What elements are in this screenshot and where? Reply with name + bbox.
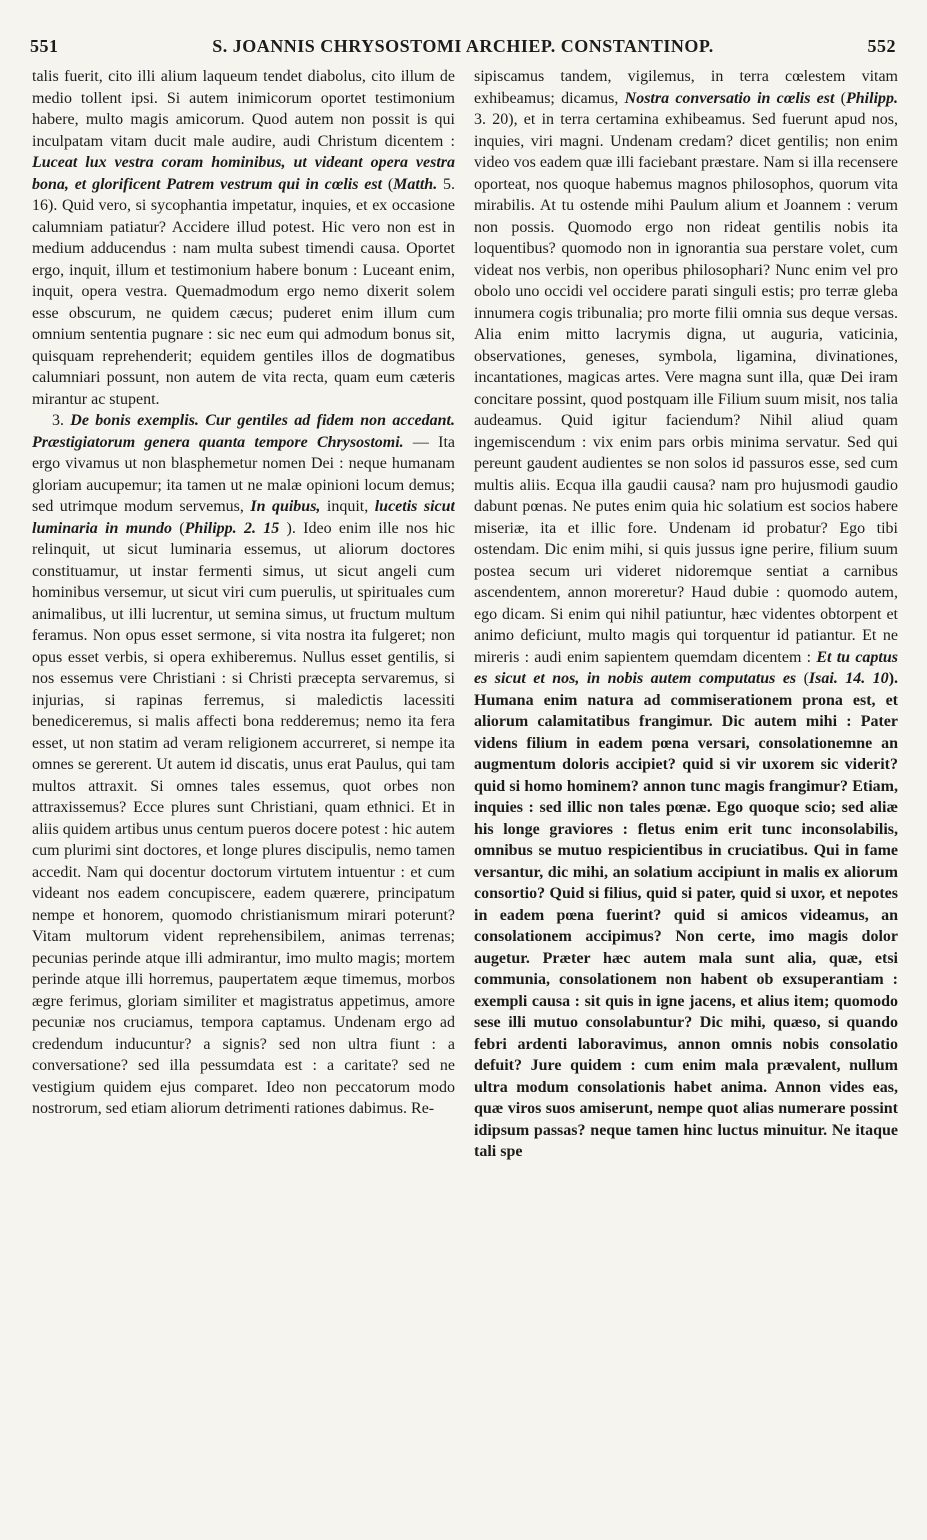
body-text: talis fuerit, cito illi alium laqueum tendet diabolus, cito illum de medio tollent ipsi. Si autem inimicorum oportet testimonium habere, multo magis amicorum. Quod autem non possit is qui inculpatam vitam ducit male audire, audi Christum dicentem : <box>32 68 455 150</box>
body-text: ( <box>172 519 185 537</box>
scripture-quote: Nostra conversatio in cœlis est <box>624 89 835 107</box>
body-text: — Ita ergo vivamus ut non blasphemetur nomen Dei : neque humanam gloriam aucupemur; ita tamen ut ne malæ opinioni locum demus; sed utrimque modum servemus, <box>32 433 455 515</box>
scripture-quote: Et tu captus es sicut et nos, in nobis autem computatus es <box>474 648 898 687</box>
scripture-quote: Luceat lux vestra coram hominibus, ut videant opera vestra bona, et glorificent Patrem vestrum qui in cœlis est <box>32 154 455 193</box>
body-text: ( <box>796 670 809 687</box>
page-number-right: 552 <box>867 36 896 56</box>
page-number-left: 551 <box>30 36 59 56</box>
scripture-reference: Isai. 14. 10 <box>808 670 889 687</box>
scripture-reference: 3. 20 <box>474 111 509 128</box>
body-text: ). Quid vero, si sycophantia impetatur, inquies, et ex occasione calumniam patiatur? Accidere illud potest. Hic vero non est in medium adducendus : nam multa subest timendi causa. Oportet ergo, inquit, illum et testimonium habere bonum : Luceant enim, inquit, opera vestra. Quemadmodum ergo nemo dixerit solem esse obscurum, ne quidem cæcus; puderet enim illum cum omnium sententia pugnare : sic nec eum qui admodum bonus sit, quisquam reprehenderit; equidem gentiles illos de dogmatibus calumniari possunt, non autem de vita recta, quam eum cæteris mirantur ac stupent. <box>32 197 455 408</box>
body-text: ( <box>834 89 846 107</box>
scripture-reference: 5. 16 <box>32 175 455 214</box>
right-column <box>474 66 898 1466</box>
scripture-reference: Philipp. 2. 15 <box>184 519 280 537</box>
body-text: sipiscamus tandem, vigilemus, in terra cœlestem vitam exhibeamus; dicamus, <box>474 68 898 107</box>
body-text: ), et in terra certamina exhibeamus. Sed fuerunt apud nos, inquies, viri magni. Undenam credam? dicet gentilis; non enim video vos eadem quæ illi faciebant præstare. Nam si illa recensere oporteat, nos quoque habemus magnos philosophos, quorum vita mirabilis. At tu ostende mihi Paulum alium et Joannem : verum non possis. Quomodo ergo non rideat gentilis nobis ita loquentibus? quomodo non in ignorantia sua perstare volet, cum videat nos verbis, non operibus philosophari? Nunc enim vel pro obolo uno occidi vel occidere parati singuli estis; pro terræ gleba innumera cogis tribunalia; pro morte filii omnia sus deque versas. Alia enim mitto lacrymis digna, ut auguria, vaticinia, observationes, geneses, symbola, ligamina, divinationes, incantationes, magicas artes. Vere magna sunt illa, quæ Dei iram concitare possint, quod postquam ille Filium suum misit, nos talia audeamus. Quid igitur faciendum? Nihil aliud quam ingemiscendum : vix enim pars orbis minima servatur. Sed qui pereunt gaudent audientes se non solos id passuros esse, sed cum multis aliis. Ecqua illa gaudii causa? nam pro hujusmodi gaudio dabunt pœnas. Ne putes enim quia hic solatium est socios habere miseriæ, ita et illic fore. Undenam id probatur? Ego tibi ostendam. Dic enim mihi, si quis jussus igne perire, filium suum postea secum uri videret nidoremque sentiat a carnibus ascendentem, annon moreretur? Haud dubie : quomodo autem, ego dicam. Si enim qui nihil patiuntur, hæc videntes obtorpent et animo deficiunt, multo magis qui torquentur id patiantur. Et ne mireris : audi enim sapientem quemdam dicentem : <box>474 111 898 666</box>
section-number: 3. <box>52 412 64 429</box>
paragraph <box>32 410 455 1120</box>
scripture-quote: In quibus, <box>250 498 321 515</box>
section-heading: De bonis exemplis. Cur gentiles ad fidem non accedant. Præstigiatorum genera quanta tempore Chrysostomi. <box>32 412 455 451</box>
body-text: inquit, <box>320 498 375 515</box>
paragraph <box>32 66 455 410</box>
body-text: ( <box>382 175 394 193</box>
left-column <box>32 66 455 1466</box>
scripture-quote: lucetis sicut luminaria in mundo <box>32 498 455 537</box>
body-text: ). Humana enim natura ad commiserationem prona est, et aliorum calamitatibus frangimur. Dic autem mihi : Pater videns filium in eadem pœna versari, consolationemne an augmentum doloris accipiet? quid si vir uxorem sic viderit? quid si homo hominem? annon tunc magis frangimur? Etiam, inquies : sed illic non tales pœnæ. Ego quoque scio; sed aliæ his longe graviores : fletus enim erit tunc inconsolabilis, omnibus se mutuo respicientibus in cruciatibus. Qui in fame versantur, dic mihi, an solatium accipiunt in malis ex aliorum consortio? Quid si filius, quid si pater, quid si uxor, et nepotes in eadem pœna fuerint? quid si amicos videamus, an consolationem accipimus? Non certe, imo magis dolor augetur. Præter hæc autem mala sunt alia, quæ, etsi communia, consolationem non habent ob exsuperantiam : exempli causa : sit quis in igne jacens, et alius item; quomodo sese illi mutuo consolabuntur? Dic mihi, quæso, si quando febri ardenti laboravimus, annon omnis nobis consolatio defuit? Jure quidem : cum enim mala prævalent, nullum ultra modum consolationis habet anima. Annon vides eas, quæ viros suos amiserunt, nempe quot alias numerare possint idipsum passas? neque tamen hinc luctus minuitur. Ne itaque tali spe <box>474 670 898 1160</box>
running-header <box>30 36 896 62</box>
paragraph <box>474 66 898 1163</box>
running-title: S. JOANNIS CHRYSOSTOMI ARCHIEP. CONSTANTINOP. <box>212 36 714 56</box>
body-text: ). Ideo enim ille nos hic relinquit, ut sicut luminaria essemus, ut aliorum doctores constituamur, ut instar fermenti simus, ut sicut angeli cum hominibus versemur, ut sicut viri cum puerulis, ut spirituales cum animalibus, ut illi lucrentur, ut semina simus, ut fructum multum feramus. Non opus esset sermone, si vita nostra ita fulgeret; non opus esset verbis, si opera exhiberemus. Nullus esset gentilis, si nos essemus vere Christiani : si Christi præcepta servaremus, si injurias, si rapinas ferremus, si maledictis lacessiti benediceremus, si malis affecti bona redderemus; nemo ita fera esset, ut non statim ad veram religionem accurreret, si nempe ita omnes se gererent. Ut autem id discatis, unus erat Paulus, qui tam multos attraxit. Si omnes tales essemus, quot orbes non attraxissemus? Ecce plures sunt Christiani, quam ethnici. Et in aliis quidem artibus unus centum pueros docere potest : hic autem cum plurimi sint doctores, et longe plures discipulis, nemo tamen accedit. Nam qui docentur doctorum virtutem intuentur : et cum videant nos eadem concupiscere, eadem quærere, principatum nempe et honorem, quomodo christianismum mirari poterunt? Vitam multorum vident reprehensibilem, animas terrenas; pecunias perinde atque illi admirantur, imo multo magis; mortem perinde atque illi horremus, paupertatem æque timemus, morbos ægre ferimus, gloriam similiter et magistratus appetimus, amore pecuniæ nos cruciamus, tempora captamus. Undenam ergo ad credendum inducuntur? a signis? sed non ultra fiunt : a conversatione? sed illa pessumdata est : a caritate? sed ne vestigium quidem ejus comparet. Ideo non peccatorum modo nostrorum, sed etiam aliorum detrimenti rationes dabimus. Re- <box>32 519 455 1117</box>
scripture-reference: Matth. <box>393 175 438 193</box>
scripture-reference: Philipp. <box>846 89 898 107</box>
